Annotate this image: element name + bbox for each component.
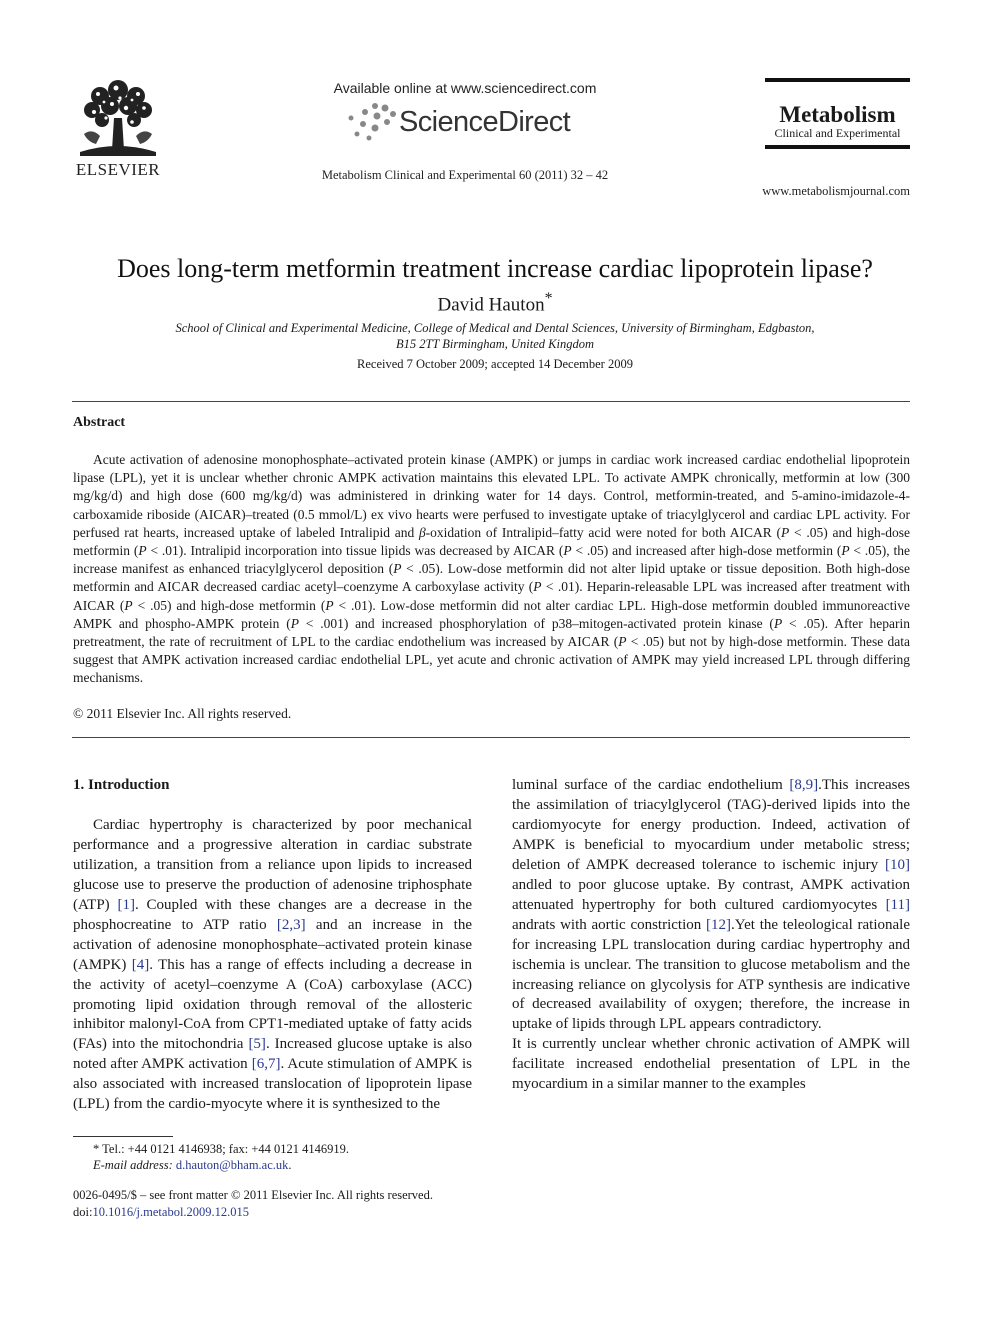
- sciencedirect-dots-icon: [345, 102, 397, 142]
- citation-4[interactable]: [4]: [131, 956, 150, 973]
- citation-5[interactable]: [5]: [248, 1036, 266, 1053]
- author-name: David Hauton: [437, 294, 545, 316]
- publisher-name: ELSEVIER: [75, 160, 161, 179]
- abstract-copyright: © 2011 Elsevier Inc. All rights reserved.: [73, 706, 292, 721]
- masthead-subtitle: Clinical and Experimental: [774, 126, 901, 140]
- journal-masthead: [765, 78, 910, 149]
- author-footnote-mark[interactable]: *: [544, 290, 553, 307]
- masthead-title: Metabolism: [779, 102, 896, 127]
- citation-1[interactable]: [1]: [117, 896, 135, 913]
- received-accepted-dates: Received 7 October 2009; accepted 14 December 2009: [357, 357, 633, 371]
- citation-6-7[interactable]: [6,7]: [251, 1056, 281, 1073]
- author: [40, 290, 950, 316]
- body-column-right: [512, 776, 910, 1095]
- sciencedirect-name: ScienceDirect: [399, 106, 571, 138]
- sciencedirect-logo: [345, 102, 585, 146]
- abstract-heading: Abstract: [73, 415, 126, 430]
- journal-url-link[interactable]: www.metabolismjournal.com: [762, 184, 910, 198]
- divider-bottom: [72, 737, 910, 738]
- journal-citation: Metabolism Clinical and Experimental 60 (2011) 32 – 42: [321, 168, 609, 182]
- citation-12[interactable]: [12]: [706, 916, 732, 933]
- intro-paragraph-2-continued: It is currently unclear whether chronic activation of AMPK will facilitate increased endothelial presentation of LPL in the myocardium in a similar manner to the examples: [512, 1036, 910, 1093]
- section-heading-introduction: 1. Introduction: [73, 777, 170, 793]
- citation-10[interactable]: [10]: [885, 856, 910, 873]
- citation-11[interactable]: [11]: [885, 896, 910, 913]
- doi-link[interactable]: 10.1016/j.metabol.2009.12.015: [92, 1205, 250, 1219]
- footnote-email: E-mail address: d.hauton@bham.ac.uk.: [93, 1158, 292, 1172]
- citation-2-3[interactable]: [2,3]: [276, 916, 306, 933]
- intro-paragraph-1: Cardiac hypertrophy is characterized by poor mechanical performance and a progressive alteration in cardiac substrate utilization, a transition from a reliance upon lipids to increased glucose use to preserve the production of adenosine triphosphate (ATP) [1]. Coupled with these changes are a decrease in the phosphocreatine to ATP ratio [2,3] and an increase in the activation of adenosine monophosphate–activated protein kinase (AMPK) [4]. This has a range of effects including a decrease in the activity of acetyl–coenzyme A (CoA) carboxylase (ACC) promoting lipid oxidation through removal of the allosteric inhibitor malonyl-CoA from CPT1-mediated uptake of fatty acids (FAs) into the mitochondria [5]. Increased glucose uptake is also noted after AMPK activation [6,7]. Acute stimulation of AMPK is also associated with increased translocation of lipoprotein lipase (LPL) from the cardio-myocyte where it is synthesized to the: [73, 816, 472, 1113]
- doi-line: doi:10.1016/j.metabol.2009.12.015: [73, 1205, 250, 1219]
- divider-top: [72, 401, 910, 402]
- elsevier-logo: [70, 78, 166, 182]
- issn-front-matter: 0026-0495/$ – see front matter © 2011 Elsevier Inc. All rights reserved.: [73, 1188, 433, 1202]
- masthead-rule-bottom: [765, 145, 910, 149]
- citation-8-9[interactable]: [8,9]: [789, 777, 819, 793]
- masthead-rule-top: [765, 78, 910, 82]
- available-online-text: Available online at www.sciencedirect.com: [333, 80, 597, 96]
- affiliation-line-1: School of Clinical and Experimental Medicine, College of Medical and Dental Sciences, University of Birmingham, Edgbaston,: [175, 321, 815, 335]
- intro-paragraph-1-continued: luminal surface of the cardiac endothelium [8,9].This increases the assimilation of triacylglycerol (TAG)-derived lipids into the cardiomyocyte for energy production. Indeed, activation of AMPK is beneficial to myocardium under metabolic stress; deletion of AMPK decreased tolerance to ischemic injury [10] andled to poor glucose uptake. By contrast, AMPK activation attenuated hypertrophy for both cultured cardiomyocytes [11] andrats with aortic constriction [12].Yet the teleological rationale for increasing LPL translocation during cardiac hypertrophy and ischemia is unclear. The transition to glucose metabolism and the increasing reliance on glycolysis for ATP synthesis are indicative of decreased availability of oxygen; therefore, the increase in uptake of lipids through LPL appears contradictory.: [512, 777, 910, 1033]
- footnote-mark: *: [93, 1142, 100, 1156]
- affiliation-line-2: B15 2TT Birmingham, United Kingdom: [395, 337, 595, 351]
- paper-title: Does long-term metformin treatment increase cardiac lipoprotein lipase?: [117, 254, 873, 283]
- abstract-text: Acute activation of adenosine monophosphate–activated protein kinase (AMPK) or jumps in cardiac work increased cardiac endothelial lipoprotein lipase (LPL), yet it is unclear whether chronic AMPK activation maintains this elevated LPL. To activate AMPK chronically, metformin at low (300 mg/kg/d) and high dose (600 mg/kg/d) was administered in drinking water for 14 days. Control, metformin-treated, and 5-amino-imidazole-4-carboxamide riboside (AICAR)–treated (0.5 mmol/L) ex vivo hearts were perfused to investigate uptake of triacylglycerol and cardiac LPL activity. For perfused rat hearts, increased uptake of labeled Intralipid and β-oxidation of Intralipid–fatty acid were noted for both AICAR (P < .05) and high-dose metformin (P < .01). Intralipid incorporation into tissue lipids was decreased by AICAR (P < .05) and increased after high-dose metformin (P < .05), the increase manifest as enhanced triacylglycerol deposition (P < .05). Low-dose metformin did not alter lipid uptake or tissue deposition. Both high-dose metformin and AICAR decreased cardiac acetyl–coenzyme A carboxylase activity (P < .01). Heparin-releasable LPL was increased after treatment with AICAR (P < .05) and high-dose metformin (P < .01). Low-dose metformin did not alter cardiac LPL. High-dose metformin doubled immunoreactive AMPK and phospho-AMPK protein (P < .001) and increased phosphorylation of p38–mitogen-activated protein kinase (P < .05). After heparin pretreatment, the rate of recruitment of LPL to the cardiac endothelium was increased by AICAR (P < .05) but not by high-dose metformin. These data suggest that AMPK activation increased cardiac endothelial LPL, yet acute and chronic activation of AMPK may yield increased LPL through differing mechanisms.: [73, 452, 911, 686]
- footnote-contact: * Tel.: +44 0121 4146938; fax: +44 0121 4146919.: [93, 1142, 350, 1156]
- body-column-left: [73, 776, 472, 1115]
- elsevier-tree-icon: [70, 78, 166, 158]
- footnote-rule: [73, 1136, 173, 1137]
- email-link[interactable]: d.hauton@bham.ac.uk: [175, 1158, 289, 1172]
